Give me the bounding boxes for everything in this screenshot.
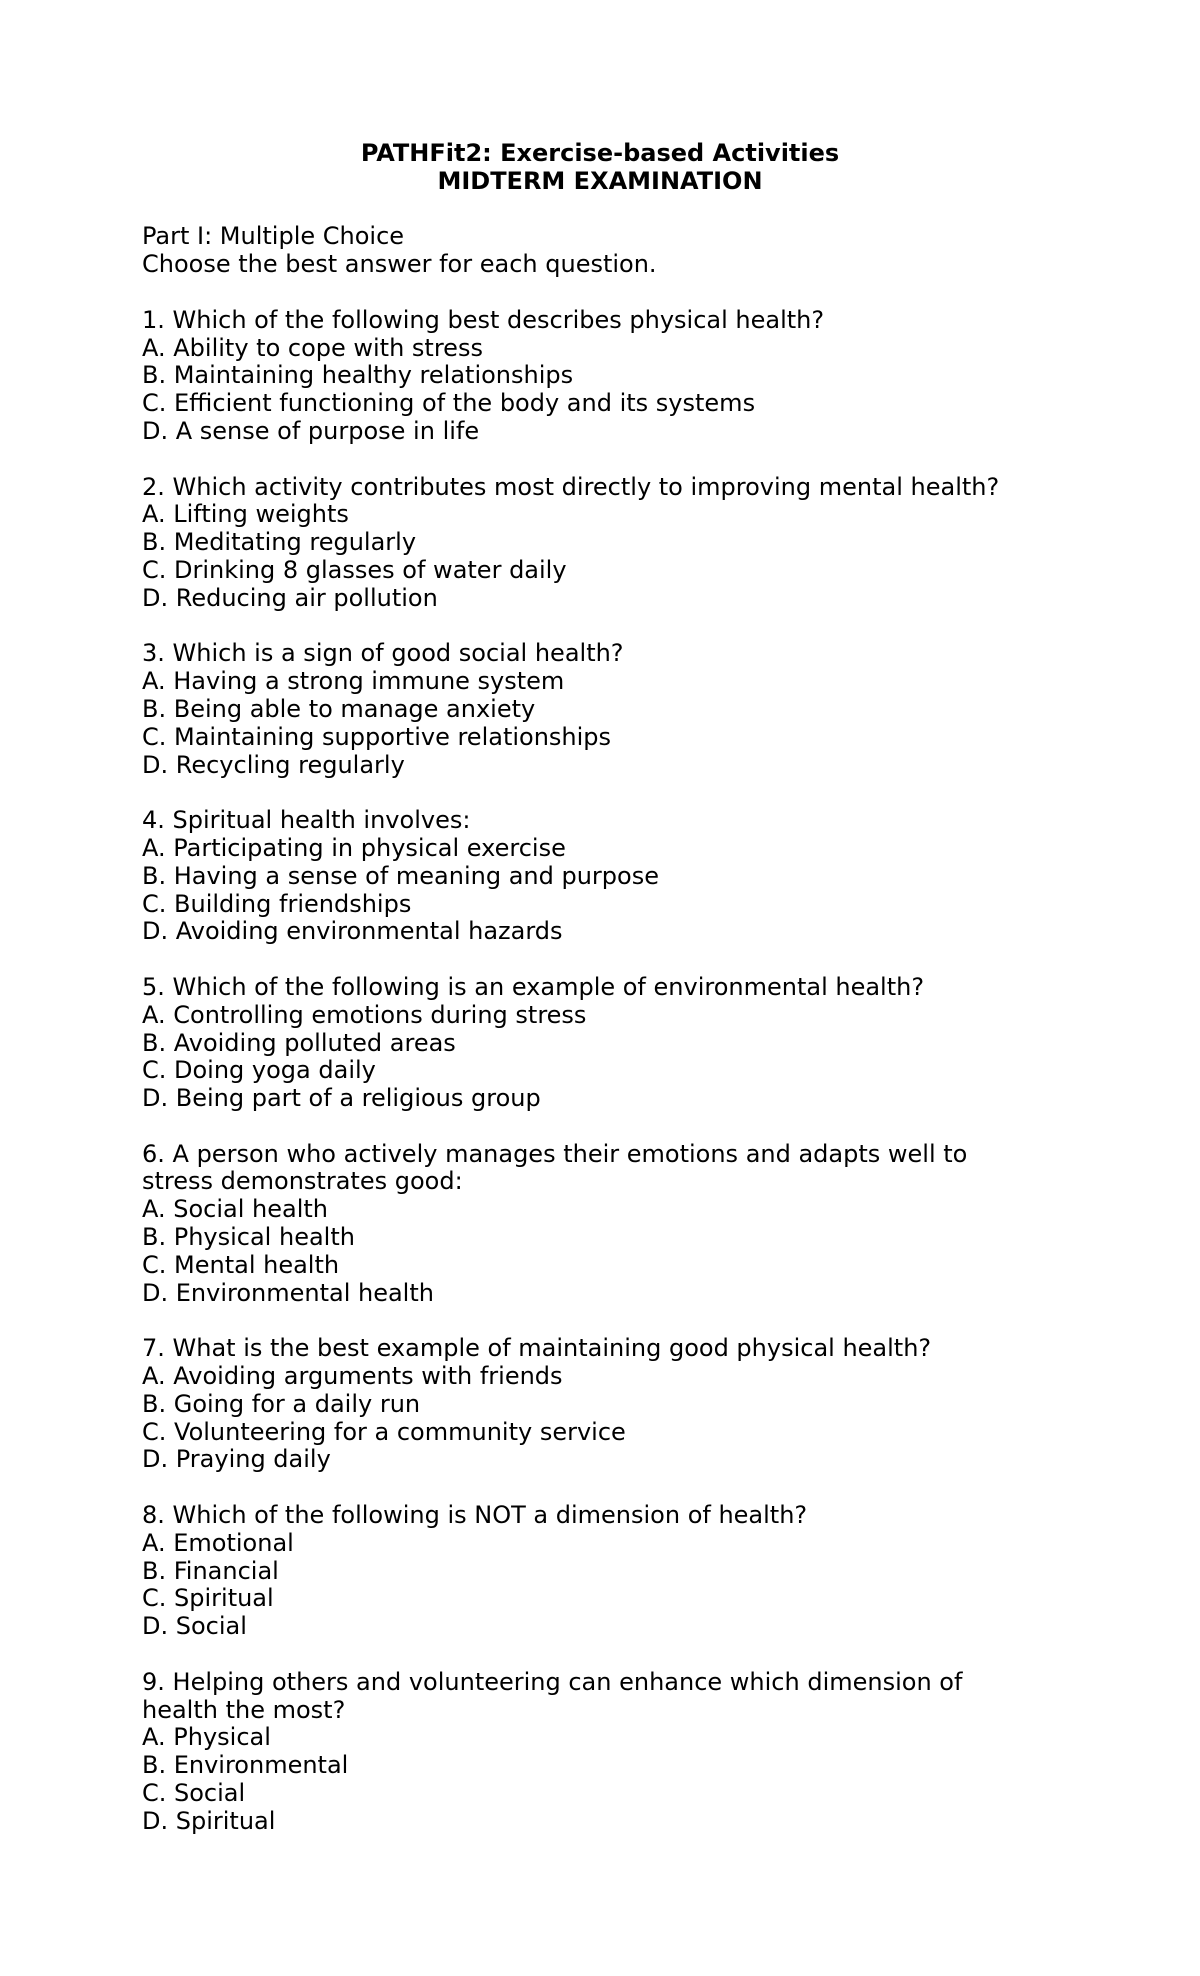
option-b: B. Meditating regularly — [142, 528, 417, 557]
part-title: Part I: Multiple Choice — [142, 222, 405, 251]
option-b: B. Maintaining healthy relationships — [142, 361, 574, 390]
exam-header — [0, 140, 1200, 196]
option-c: C. Building friendships — [142, 889, 412, 918]
option-c: C. Drinking 8 glasses of water daily — [142, 555, 567, 584]
option-b: B. Having a sense of meaning and purpose — [142, 861, 659, 890]
option-c: C. Social — [142, 1779, 246, 1808]
option-a: A. Avoiding arguments with friends — [142, 1362, 563, 1391]
option-d: D. Recycling regularly — [142, 750, 405, 779]
question-text: 9. Helping others and volunteering can enhance which dimension of health the most? — [142, 1667, 963, 1724]
question-3 — [142, 640, 1072, 779]
question-9 — [142, 1669, 1072, 1836]
option-d: D. Social — [142, 1612, 247, 1641]
exam-title: MIDTERM EXAMINATION — [437, 166, 763, 195]
option-a: A. Emotional — [142, 1528, 294, 1557]
option-c: C. Efficient functioning of the body and its systems — [142, 389, 756, 418]
option-d: D. Being part of a religious group — [142, 1084, 541, 1113]
option-b: B. Going for a daily run — [142, 1389, 421, 1418]
part-instructions: Choose the best answer for each question. — [142, 250, 657, 279]
question-text: 3. Which is a sign of good social health? — [142, 639, 624, 668]
option-c: C. Spiritual — [142, 1584, 274, 1613]
option-c: C. Volunteering for a community service — [142, 1417, 626, 1446]
question-text: 8. Which of the following is NOT a dimension of health? — [142, 1501, 808, 1530]
question-2 — [142, 474, 1072, 613]
part-header — [142, 223, 1072, 279]
option-d: D. Praying daily — [142, 1445, 331, 1474]
question-text: 7. What is the best example of maintaining good physical health? — [142, 1334, 932, 1363]
option-b: B. Financial — [142, 1556, 279, 1585]
option-a: A. Ability to cope with stress — [142, 333, 483, 362]
question-text: 4. Spiritual health involves: — [142, 806, 471, 835]
option-c: C. Mental health — [142, 1250, 340, 1279]
option-d: D. Environmental health — [142, 1278, 434, 1307]
option-b: B. Physical health — [142, 1223, 355, 1252]
option-a: A. Participating in physical exercise — [142, 833, 566, 862]
option-c: C. Doing yoga daily — [142, 1056, 376, 1085]
option-c: C. Maintaining supportive relationships — [142, 722, 612, 751]
question-8 — [142, 1502, 1072, 1641]
question-text: 6. A person who actively manages their emotions and adapts well to stress demonstrates good: — [142, 1139, 968, 1196]
option-d: D. Reducing air pollution — [142, 583, 438, 612]
course-title: PATHFit2: Exercise-based Activities — [360, 139, 840, 167]
option-d: D. Spiritual — [142, 1806, 276, 1835]
option-b: B. Environmental — [142, 1751, 349, 1780]
question-text: 1. Which of the following best describes physical health? — [142, 305, 825, 334]
option-d: D. A sense of purpose in life — [142, 416, 480, 445]
option-a: A. Physical — [142, 1723, 271, 1752]
question-text: 5. Which of the following is an example of environmental health? — [142, 972, 925, 1001]
option-a: A. Lifting weights — [142, 500, 349, 529]
option-a: A. Controlling emotions during stress — [142, 1000, 587, 1029]
question-text: 2. Which activity contributes most directly to improving mental health? — [142, 472, 1000, 501]
option-d: D. Avoiding environmental hazards — [142, 917, 563, 946]
exam-page — [142, 140, 1072, 1836]
option-a: A. Having a strong immune system — [142, 667, 565, 696]
question-7 — [142, 1335, 1072, 1474]
option-b: B. Avoiding polluted areas — [142, 1028, 456, 1057]
option-a: A. Social health — [142, 1195, 329, 1224]
option-b: B. Being able to manage anxiety — [142, 694, 536, 723]
question-5 — [142, 974, 1072, 1113]
question-1 — [142, 307, 1072, 446]
question-6 — [142, 1141, 1072, 1308]
question-4 — [142, 807, 1072, 946]
